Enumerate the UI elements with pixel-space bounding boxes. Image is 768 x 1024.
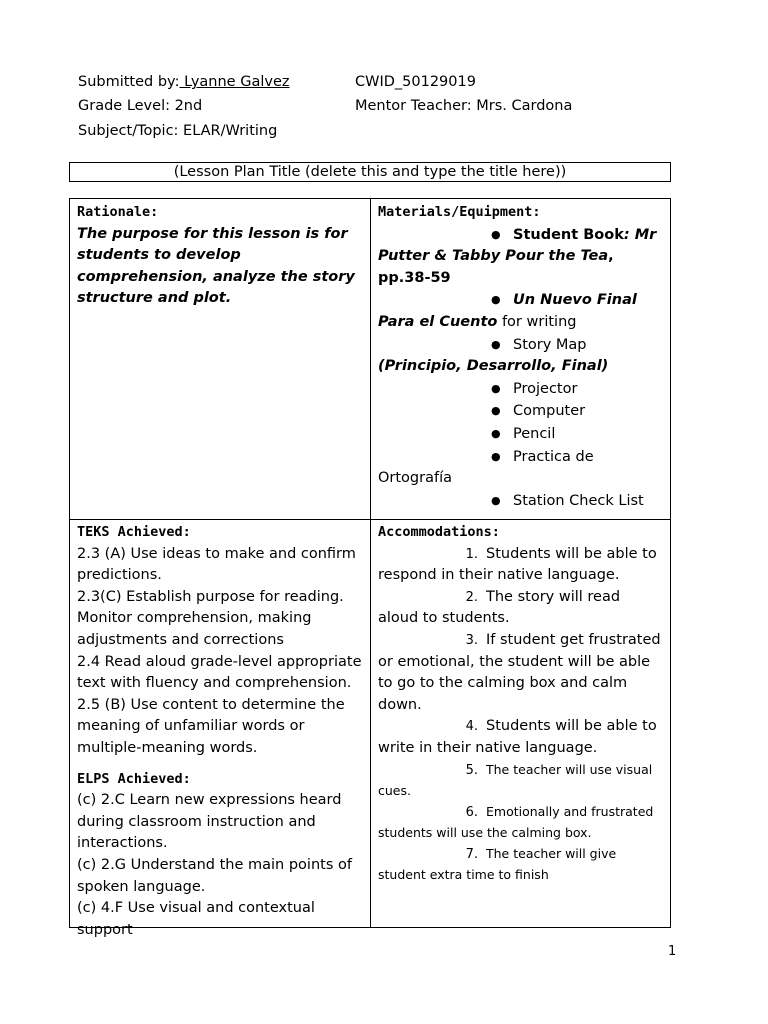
accommodations-list — [378, 544, 662, 886]
materials-list — [378, 224, 662, 513]
cwid: CWID_50129019 — [355, 74, 476, 90]
subject-label: Subject/Topic: — [78, 123, 179, 139]
list-item: 2. The story will read aloud to students. — [378, 588, 621, 627]
list-item: 5. The teacher will use visual cues. — [378, 761, 653, 799]
submitted-label: Submitted by: — [78, 74, 180, 90]
teks-line: 2.3(C) Establish purpose for reading. Monitor comprehension, making adjustments and corrections — [77, 588, 344, 648]
teks-line: 2.5 (B) Use content to determine the meaning of unfamiliar words or multiple-meaning words. — [77, 696, 345, 756]
teks-line: 2.4 Read aloud grade-level appropriate text with fluency and comprehension. — [77, 653, 362, 692]
rationale-label: Rationale: — [77, 204, 159, 220]
teks-line: 2.3 (A) Use ideas to make and confirm predictions. — [77, 545, 356, 584]
teks-label: TEKS Achieved: — [77, 524, 191, 540]
elps-line: (c) 2.C Learn new expressions heard during classroom instruction and interactions. — [77, 792, 342, 852]
bullet-icon: ● — [491, 381, 501, 395]
list-item: ● Un Nuevo Final Para el Cuento for writing — [378, 289, 662, 333]
bullet-icon: ● — [491, 449, 501, 463]
materials-cell — [378, 202, 662, 512]
bullet-icon: ● — [491, 227, 501, 241]
bullet-icon: ● — [491, 337, 501, 351]
list-item: ● Computer — [378, 400, 662, 423]
mentor-label: Mentor Teacher: — [355, 98, 472, 114]
subject-value: ELAR/Writing — [178, 123, 278, 139]
submitted-value: Lyanne Galvez — [179, 74, 290, 90]
list-item: ● Station Check List — [378, 490, 662, 513]
list-item: 6. Emotionally and frustrated students will use the calming box. — [378, 803, 654, 841]
elps-line: (c) 2.G Understand the main points of spoken language. — [77, 856, 352, 895]
list-item: 3. If student get frustrated or emotional, the student will be able to go to the calming box and calm down. — [378, 631, 661, 713]
column-divider — [370, 199, 371, 927]
mentor-teacher — [355, 98, 572, 114]
rationale-text: The purpose for this lesson is for students to develop comprehension, analyze the story structure and plot. — [77, 225, 355, 307]
list-item: ● Story Map (Principio, Desarrollo, Final) — [378, 334, 662, 378]
lesson-title: (Lesson Plan Title (delete this and type the title here)) — [69, 162, 671, 182]
rationale-cell — [77, 202, 365, 310]
subject-topic — [78, 123, 277, 139]
materials-label: Materials/Equipment: — [378, 204, 541, 220]
accommodations-cell — [378, 522, 662, 886]
submitted-by — [78, 74, 289, 90]
elps-label: ELPS Achieved: — [77, 770, 191, 787]
bullet-icon: ● — [491, 293, 501, 307]
list-item: ● Projector — [378, 378, 662, 401]
bullet-icon: ● — [491, 426, 501, 440]
bullet-icon: ● — [491, 404, 501, 418]
list-item: ● Practica de Ortografía — [378, 446, 662, 490]
grade-level: Grade Level: 2nd — [78, 98, 203, 114]
list-item: ● Student Book: Mr Putter & Tabby Pour the Tea, pp.38-59 — [378, 224, 662, 290]
teks-cell — [77, 522, 365, 941]
elps-line: (c) 4.F Use visual and contextual support — [77, 900, 315, 938]
list-item: 1. Students will be able to respond in their native language. — [378, 545, 657, 584]
row-divider — [70, 519, 670, 520]
mentor-value: Mrs. Cardona — [471, 98, 573, 114]
lesson-table — [69, 198, 671, 938]
page-number: 1 — [668, 944, 677, 959]
bullet-icon: ● — [491, 493, 501, 507]
accommodations-label: Accommodations: — [378, 524, 500, 540]
list-item: 7. The teacher will give student extra time to finish — [378, 845, 617, 883]
list-item: 4. Students will be able to write in their native language. — [378, 718, 657, 756]
list-item: ● Pencil — [378, 423, 662, 446]
